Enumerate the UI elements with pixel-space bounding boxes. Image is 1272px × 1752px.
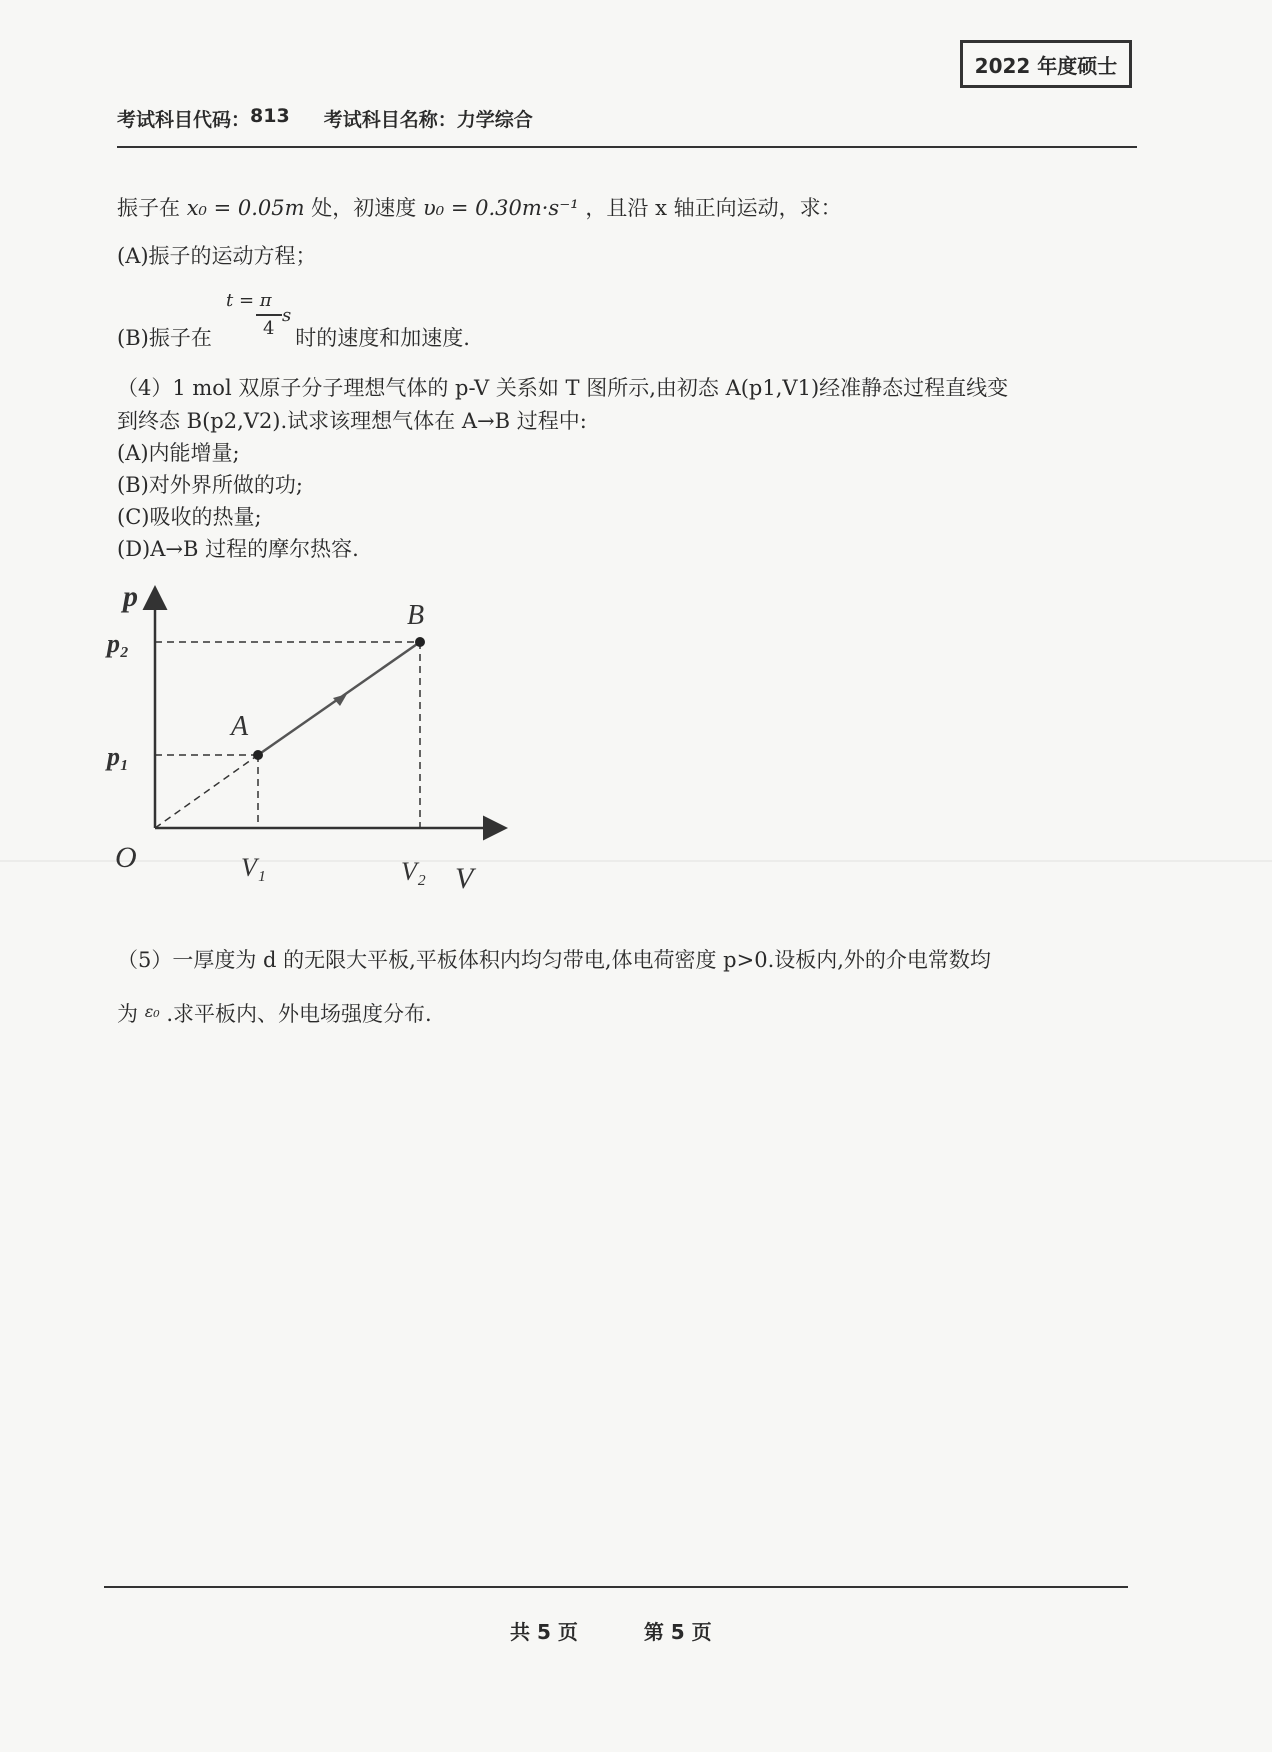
subject-name-label: 考试科目名称： [323, 109, 457, 131]
header-rule [117, 146, 1137, 148]
point-b [415, 637, 425, 647]
subject-name-value: 力学综合 [456, 109, 533, 131]
q4-part-d: (D)A→B 过程的摩尔热容. [117, 537, 359, 561]
q3-text-c: ，且沿 x 轴正向运动，求： [585, 196, 842, 220]
subject-code [117, 105, 290, 132]
footer-rule [104, 1586, 1128, 1588]
process-direction-arrow [333, 694, 347, 706]
t-unit: s [282, 305, 292, 326]
subject-code-value: 813 [250, 105, 290, 127]
t-fraction-bar [256, 314, 282, 316]
q3-part-b-suffix: 时的速度和加速度. [295, 326, 470, 350]
q4-part-a: (A)内能增量; [117, 441, 240, 465]
p-axis-label: p [123, 580, 138, 613]
q3-text-a: 振子在 [117, 196, 180, 220]
p1-tick-label: p₁ [107, 742, 130, 771]
q3-part-b [117, 322, 470, 352]
q4-intro-1: （4）1 mol 双原子分子理想气体的 p-V 关系如 T 图所示,由初态 A(p1,V1)经准静态过程直线变 [117, 376, 1009, 400]
pv-diagram [105, 570, 525, 890]
q3-part-b-prefix: (B)振子在 [117, 326, 212, 350]
subject-name [324, 105, 533, 132]
p2-tick-label: p₂ [107, 629, 130, 658]
x0-expression: x₀ = 0.05m [186, 196, 305, 220]
q5-line2-prefix: 为 [117, 1002, 138, 1026]
v0-expression: υ₀ = 0.30m·s⁻¹ [422, 196, 579, 220]
page-footer [510, 1616, 712, 1645]
origin-label: O [115, 841, 137, 874]
q4-intro-2: 到终态 B(p2,V2).试求该理想气体在 A→B 过程中: [117, 409, 587, 433]
point-a [253, 750, 263, 760]
t-denominator: 4 [263, 318, 275, 339]
exam-header [117, 105, 533, 132]
q3-line1 [117, 192, 842, 222]
q3-part-a: (A)振子的运动方程； [117, 244, 317, 268]
q5-line2-suffix: .求平板内、外电场强度分布. [166, 1002, 432, 1026]
year-badge: 2022 年度硕士 [960, 40, 1132, 88]
origin-extension [155, 755, 258, 828]
v2-tick-label: V₂ [401, 857, 426, 886]
point-a-label: A [231, 711, 249, 742]
total-pages: 共 5 页 [510, 1620, 578, 1644]
t-numerator: t = π [226, 290, 272, 311]
subject-code-label: 考试科目代码： [117, 109, 251, 131]
q4-part-b: (B)对外界所做的功; [117, 473, 303, 497]
current-page: 第 5 页 [643, 1620, 712, 1644]
q3-text-b: 处，初速度 [311, 196, 417, 220]
q5-line1: （5）一厚度为 d 的无限大平板,平板体积内均匀带电,体电荷密度 p>0.设板内,外的介电常数均 [117, 948, 991, 972]
q4-part-c: (C)吸收的热量; [117, 505, 262, 529]
v1-tick-label: V₁ [241, 853, 266, 882]
q5-line2 [117, 998, 432, 1028]
v-axis-label: V [455, 862, 474, 890]
point-b-label: B [407, 600, 425, 631]
epsilon-symbol: ε₀ [144, 1002, 160, 1021]
